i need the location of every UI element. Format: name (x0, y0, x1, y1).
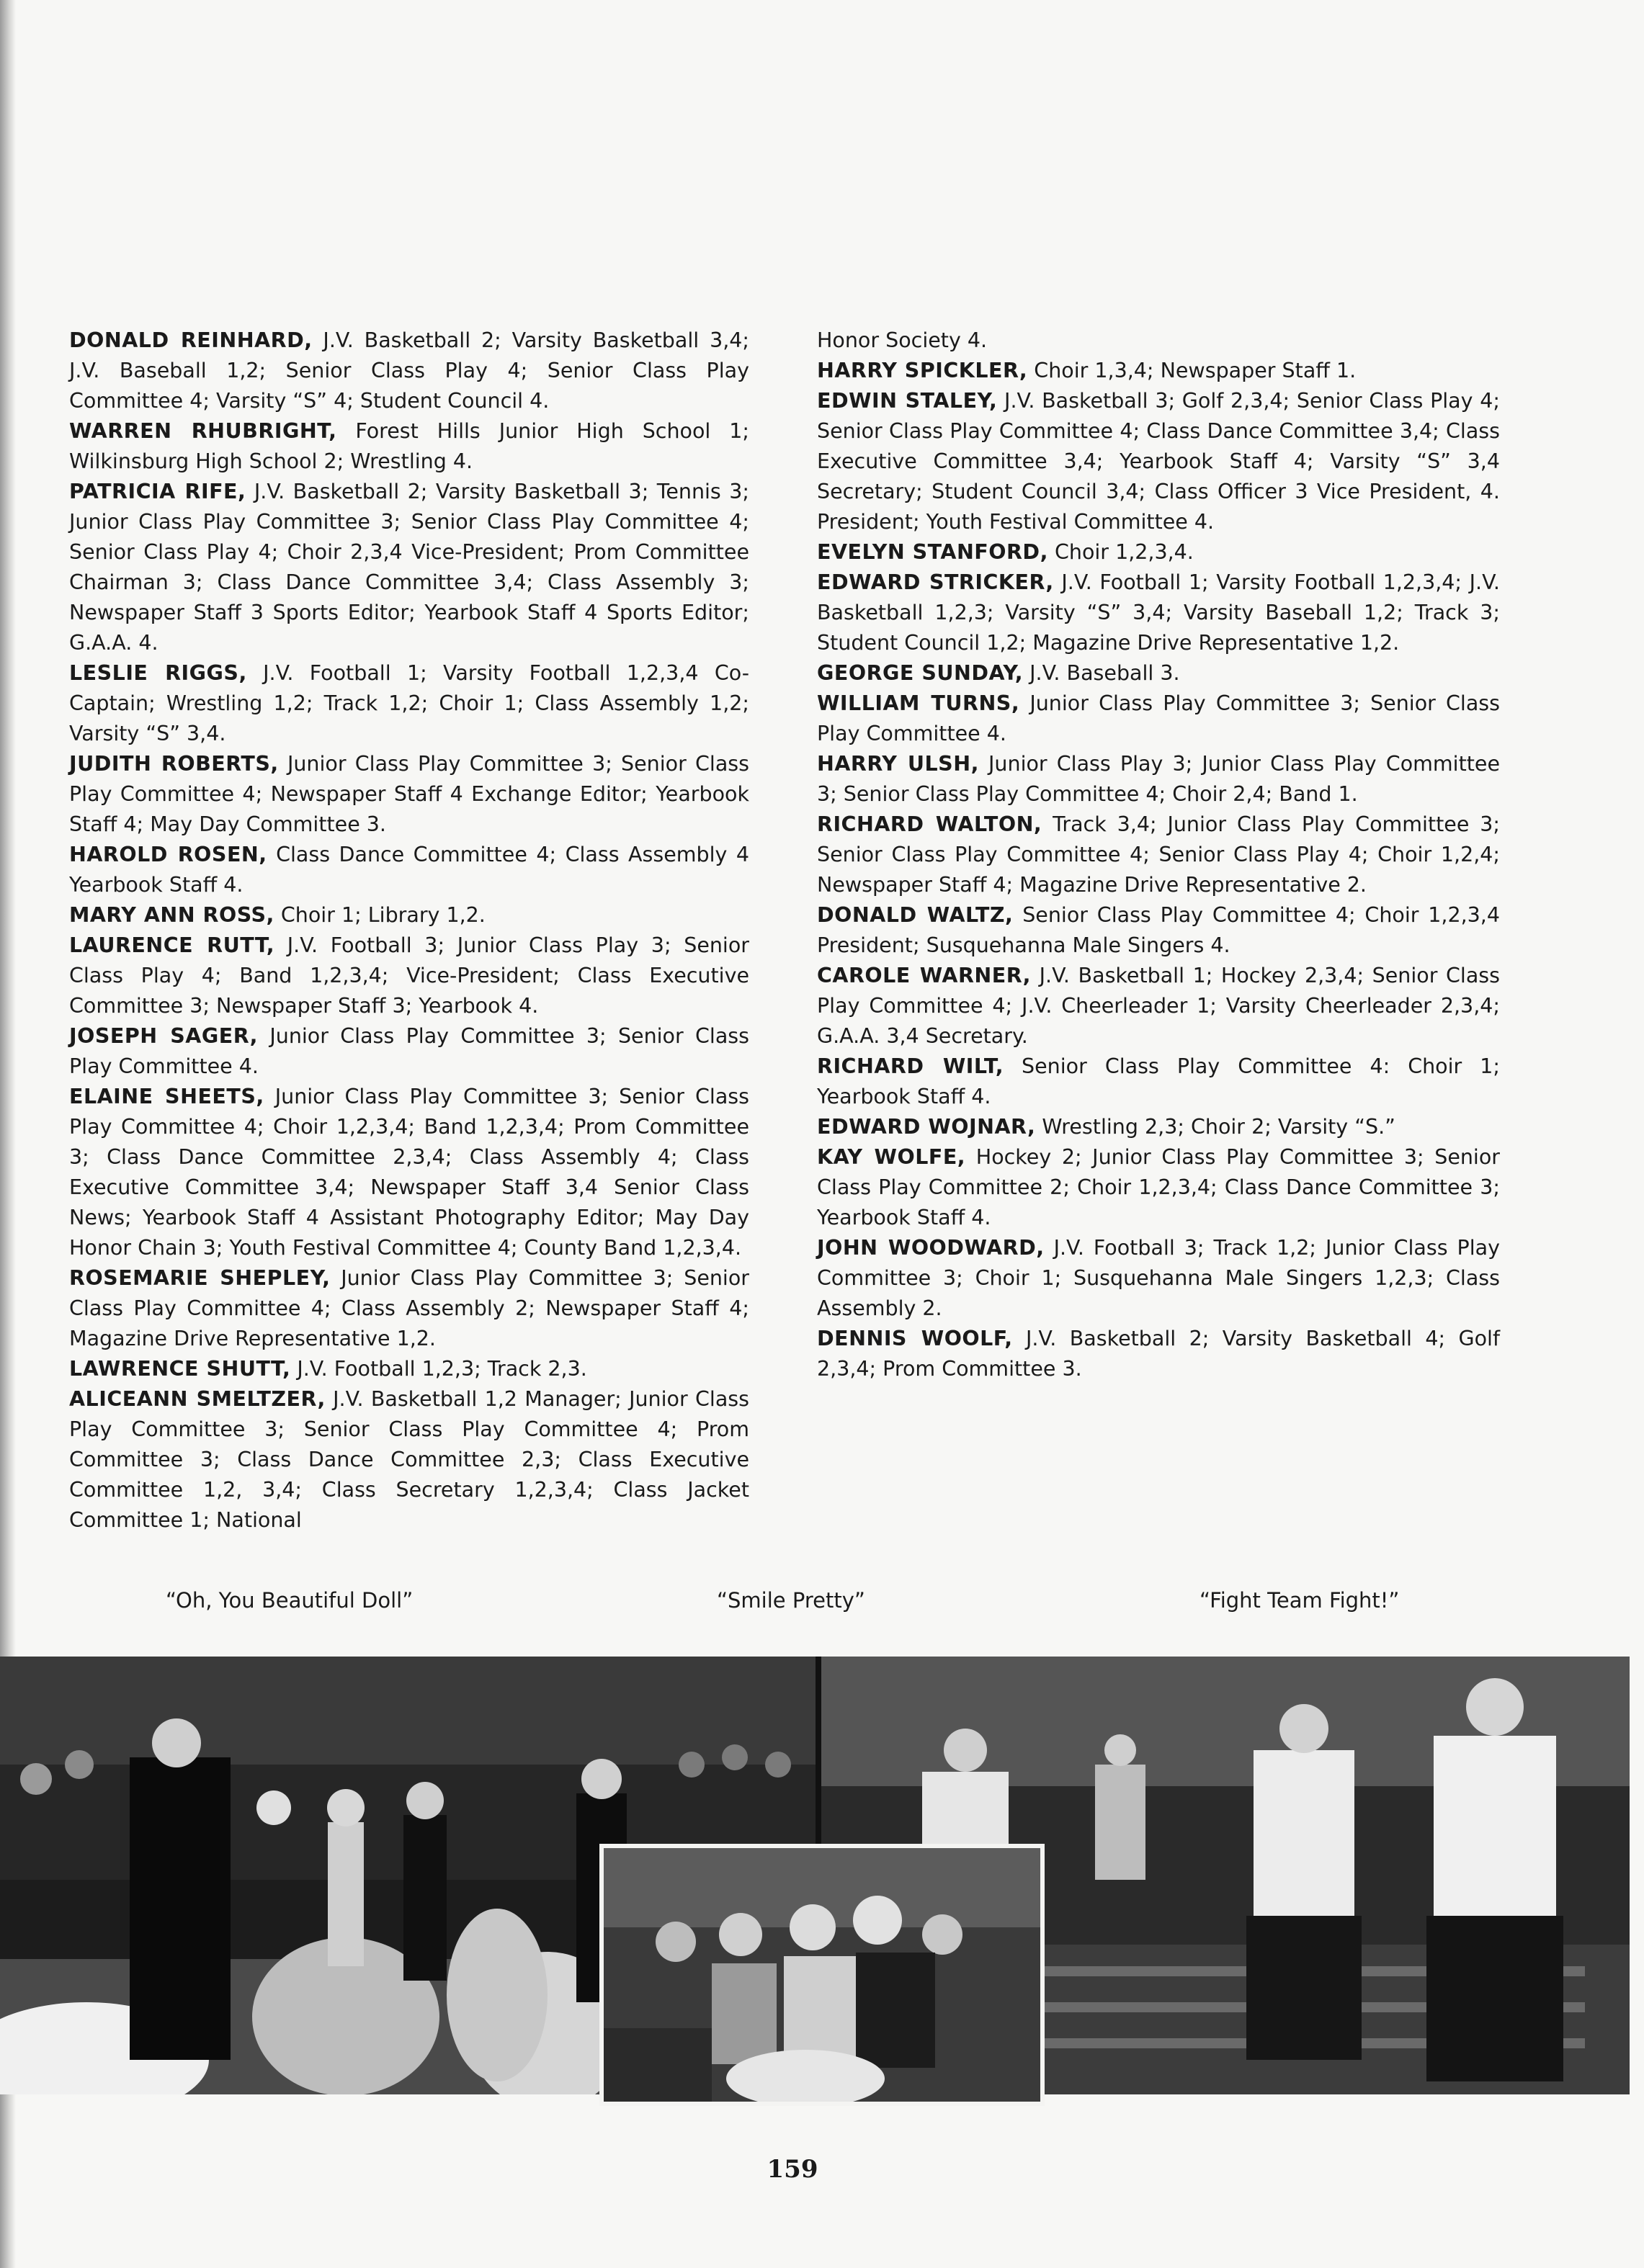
student-activities: J.V. Basketball 2; Varsity Basketball 3; Tennis 3; Junior Class Play Committee 3; Senior Class Play Committee 4; Senior Class Play 4; Choir 2,3,4 Vice-President; Prom Committee Chairman 3; Class Dance Committee 3,4; Class Assembly 3; Newspaper Staff 3 Sports Editor; Yearbook Staff 4 Sports Editor; G.A.A. 4. (69, 480, 750, 655)
senior-entry (817, 961, 1500, 1052)
student-name: RICHARD WALTON, (817, 812, 1042, 836)
student-activities: Junior Class Play Committee 3; Senior Class Play Committee 4; Newspaper Staff 4 Exchange Editor; Yearbook Staff 4; May Day Committee 3. (69, 752, 749, 836)
page-number: 159 (767, 2155, 818, 2184)
senior-entry (69, 1263, 749, 1354)
student-activities: J.V. Basketball 2; Varsity Basketball 4; Golf 2,3,4; Prom Committee 3. (817, 1327, 1501, 1381)
student-activities: Track 3,4; Junior Class Play Committee 3; Senior Class Play Committee 4; Senior Class Play 4; Choir 1,2,4; Newspaper Staff 4; Magazine Drive Representative 2. (817, 812, 1500, 897)
student-activities: J.V. Basketball 3; Golf 2,3,4; Senior Class Play 4; Senior Class Play Committee 4; Class Dance Committee 3,4; Class Executive Committee 3,4; Yearbook Staff 4; Varsity “S” 3,4 Secretary; Student Council 3,4; Class Officer 3 Vice President, 4. President; Youth Festival Committee 4. (817, 389, 1500, 534)
senior-entry (817, 1112, 1500, 1142)
senior-entry (69, 931, 749, 1021)
student-activities: Choir 1,3,4; Newspaper Staff 1. (1027, 359, 1357, 382)
student-name: MARY ANN ROSS, (69, 903, 274, 927)
senior-entry (817, 689, 1500, 749)
student-name: LAWRENCE SHUTT, (69, 1357, 291, 1381)
senior-entry (817, 537, 1500, 568)
student-name: DENNIS WOOLF, (817, 1327, 1013, 1350)
student-name: LAURENCE RUTT, (69, 933, 275, 957)
senior-entry (69, 1082, 749, 1263)
senior-entry (69, 477, 749, 658)
activities-column-right (817, 326, 1500, 1384)
student-name: HAROLD ROSEN, (69, 843, 267, 866)
senior-entry (817, 900, 1500, 961)
student-name: GEORGE SUNDAY, (817, 661, 1024, 685)
student-name: WILLIAM TURNS, (817, 691, 1020, 715)
caption-dance-photo: “Oh, You Beautiful Doll” (166, 1588, 414, 1613)
student-activities: Junior Class Play Committee 3; Senior Class Play Committee 4; Choir 1,2,3,4; Band 1,2,3,4; Prom Committee 3; Class Dance Committee 2,3,4; Class Assembly 4; Class Executive Committee 3,4; Newspaper Staff 3,4 Senior Class News; Yearbook Staff 4 Assistant Photography Editor; May Day Honor Chain 3; Youth Festival Committee 4; County Band 1,2,3,4. (69, 1085, 749, 1260)
student-activities: Hockey 2; Junior Class Play Committee 3; Senior Class Play Committee 2; Choir 1,2,3,4; Class Dance Committee 3; Yearbook Staff 4. (817, 1145, 1500, 1229)
caption-cheerleader-photo: “Fight Team Fight!” (1200, 1588, 1400, 1613)
student-activities: Honor Society 4. (817, 328, 988, 352)
student-activities: Class Dance Committee 4; Class Assembly 4 Yearbook Staff 4. (69, 843, 749, 897)
senior-entry (817, 386, 1500, 537)
student-activities: Wrestling 2,3; Choir 2; Varsity “S.” (1035, 1115, 1395, 1139)
student-activities: Junior Class Play Committee 3; Senior Class Play Committee 4. (817, 691, 1500, 745)
senior-entry-continued (817, 326, 1500, 356)
student-activities: Junior Class Play Committee 3; Senior Class Play Committee 4. (69, 1024, 750, 1078)
student-name: JUDITH ROBERTS, (69, 752, 279, 776)
student-activities: Choir 1; Library 1,2. (274, 903, 486, 927)
senior-entry (69, 840, 749, 900)
senior-entry (817, 356, 1500, 386)
student-activities: Forest Hills Junior High School 1; Wilkinsburg High School 2; Wrestling 4. (69, 419, 749, 473)
student-name: CAROLE WARNER, (817, 964, 1032, 987)
student-name: ROSEMARIE SHEPLEY, (69, 1266, 331, 1290)
student-name: JOHN WOODWARD, (817, 1236, 1045, 1260)
student-name: DONALD WALTZ, (817, 903, 1014, 927)
student-activities: J.V. Baseball 3. (1023, 661, 1180, 685)
caption-crowd-photo: “Smile Pretty” (717, 1588, 865, 1613)
student-activities: Junior Class Play Committee 3; Senior Class Play Committee 4; Class Assembly 2; Newspaper Staff 4; Magazine Drive Representative 1,2. (69, 1266, 749, 1350)
senior-entry (69, 658, 749, 749)
student-name: HARRY SPICKLER, (817, 359, 1028, 382)
senior-entry (817, 1324, 1500, 1384)
student-activities: Choir 1,2,3,4. (1047, 540, 1194, 564)
senior-entry (817, 1233, 1500, 1324)
senior-entry (817, 810, 1500, 900)
student-name: EDWARD STRICKER, (817, 570, 1054, 594)
student-activities: J.V. Basketball 2; Varsity Basketball 3,4; J.V. Baseball 1,2; Senior Class Play 4; Senior Class Play Committee 4; Varsity “S” 4; Student Council 4. (69, 328, 749, 413)
student-name: LESLIE RIGGS, (69, 661, 247, 685)
student-name: ELAINE SHEETS, (69, 1085, 264, 1108)
senior-entry (69, 326, 749, 416)
student-name: EVELYN STANFORD, (817, 540, 1048, 564)
student-name: PATRICIA RIFE, (69, 480, 246, 503)
student-name: EDWARD WOJNAR, (817, 1115, 1036, 1139)
student-name: JOSEPH SAGER, (69, 1024, 259, 1048)
senior-entry (69, 1384, 749, 1536)
student-activities: Junior Class Play 3; Junior Class Play Committee 3; Senior Class Play Committee 4; Choir 2,4; Band 1. (817, 752, 1500, 806)
student-name: EDWIN STALEY, (817, 389, 998, 413)
crowd-photo (599, 1844, 1045, 2106)
senior-entry (69, 749, 749, 840)
student-activities: J.V. Football 1,2,3; Track 2,3. (290, 1357, 587, 1381)
student-name: DONALD REINHARD, (69, 328, 313, 352)
senior-entry (817, 568, 1500, 658)
senior-entry (69, 900, 749, 931)
senior-entry (817, 749, 1500, 810)
photo-captions (0, 1588, 1644, 1624)
student-activities: J.V. Football 1; Varsity Football 1,2,3,4; J.V. Basketball 1,2,3; Varsity “S” 3,4; Varsity Baseball 1,2; Track 3; Student Council 1,2; Magazine Drive Representative 1,2. (817, 570, 1500, 655)
student-activities: J.V. Basketball 1,2 Manager; Junior Class Play Committee 3; Senior Class Play Committee 4; Prom Committee 3; Class Dance Committee 2,3; Class Executive Committee 1,2, 3,4; Class Secretary 1,2,3,4; Class Jacket Committee 1; National (69, 1387, 749, 1532)
student-activities: J.V. Football 1; Varsity Football 1,2,3,4 Co-Captain; Wrestling 1,2; Track 1,2; Choir 1; Class Assembly 1,2; Varsity “S” 3,4. (69, 661, 749, 745)
senior-entry (69, 1021, 749, 1082)
senior-entry (817, 1142, 1500, 1233)
senior-entry (69, 1354, 749, 1384)
student-activities: Senior Class Play Committee 4; Choir 1,2,3,4 President; Susquehanna Male Singers 4. (817, 903, 1501, 957)
student-activities: Senior Class Play Committee 4: Choir 1; Yearbook Staff 4. (817, 1054, 1500, 1108)
senior-entry (817, 658, 1500, 689)
student-name: KAY WOLFE, (817, 1145, 966, 1169)
senior-entry (69, 416, 749, 477)
student-name: RICHARD WILT, (817, 1054, 1004, 1078)
student-activities: J.V. Football 3; Junior Class Play 3; Senior Class Play 4; Band 1,2,3,4; Vice-President; Class Executive Committee 3; Newspaper Staff 3; Yearbook 4. (69, 933, 749, 1018)
activities-column-left (69, 326, 749, 1536)
student-activities: J.V. Football 3; Track 1,2; Junior Class Play Committee 3; Choir 1; Susquehanna Male Singers 1,2,3; Class Assembly 2. (817, 1236, 1500, 1320)
student-name: ALICEANN SMELTZER, (69, 1387, 326, 1411)
student-activities: J.V. Basketball 1; Hockey 2,3,4; Senior Class Play Committee 4; J.V. Cheerleader 1; Varsity Cheerleader 2,3,4; G.A.A. 3,4 Secretary. (817, 964, 1500, 1048)
student-name: WARREN RHUBRIGHT, (69, 419, 337, 443)
student-name: HARRY ULSH, (817, 752, 979, 776)
senior-entry (817, 1052, 1500, 1112)
